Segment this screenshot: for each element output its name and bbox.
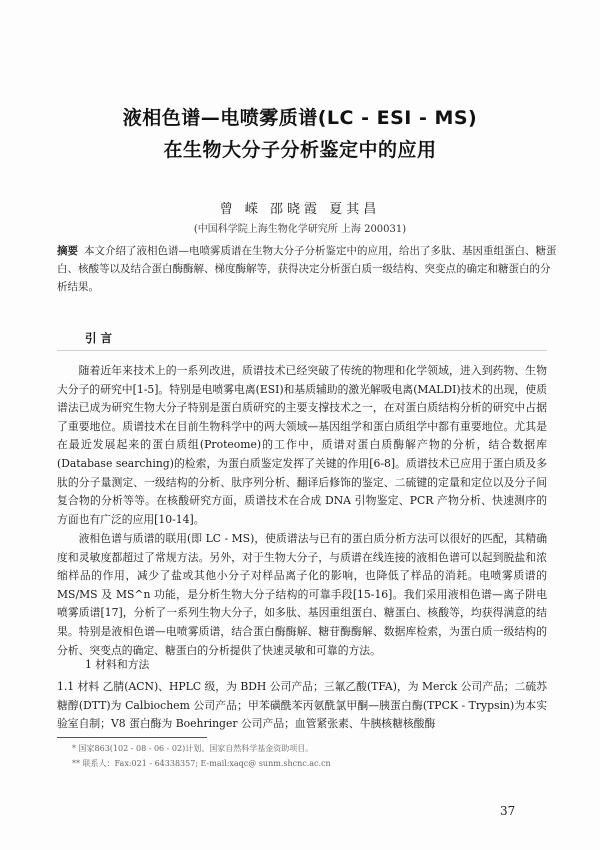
abstract <box>57 242 557 296</box>
section-heading-materials-methods: 1 材料和方法 <box>85 658 150 671</box>
body-paragraph-2: 液相色谱与质谱的联用(即 LC - MS)，使质谱法与已有的蛋白质分析方法可以很好的匹配，其精确度和灵敏度都超过了常规方法。另外，对于生物大分子，与质谱在线连接的液相色谱可以起到脱盐和浓缩样品的作用，减少了盐或其他小分子对样品离子化的影响，也降低了样品的消耗。电喷雾质谱的 MS/MS 及 MS^n 功能，是分析生物大分子结构的可靠手段[15-16]。我们采用液相色谱—离子阱电喷雾质谱[17]，分析了一系列生物大分子，如多肽、基因重组蛋白、糖蛋白、核酸等，均获得满意的结果。特别是液相色谱—电喷雾质谱，结合蛋白酶酶解、糖苷酶酶解、数据库检索，为蛋白质一级结构的分析、突变点的确定、糖蛋白的分析提供了快速灵敏和可靠的方法。 <box>57 532 547 657</box>
affiliation: (中国科学院上海生物化学研究所 上海 200031) <box>193 224 407 235</box>
author-list: 曾 嵘 邵晓霞 夏其昌 <box>219 202 381 217</box>
body-paragraph-materials: 1.1 材料 乙腈(ACN)、HPLC 级，为 BDH 公司产品；三氟乙酸(TFA)，为 Merck 公司产品；二硫苏糖醇(DTT)为 Calbiochem 公司产品；甲苯磺酰苯丙氨酰氯甲酮—胰蛋白酶(TPCK - Trypsin)为本实验室自制；V8 蛋白酶为 Boehringer 公司产品；血管紧张素、牛胰核糖核酸酶 <box>57 680 547 731</box>
paper-title-line1: 液相色谱—电喷雾质谱(LC - ESI - MS) <box>122 107 478 129</box>
footnote-funding: * 国家863(102 - 08 - 06 - 02)计划、国家自然科学基金资助项目。 <box>72 744 314 753</box>
abstract-label: 摘要 <box>57 245 78 257</box>
section-divider <box>57 350 547 351</box>
abstract-text: 本文介绍了液相色谱—电喷雾质谱在生物大分子分析鉴定中的应用，给出了多肽、基因重组蛋白、糖蛋白、核酸等以及结合蛋白酶酶解、梯度酶解等，获得决定分析蛋白质一级结构、突变点的确定和糖蛋白的分析结果。 <box>57 245 557 293</box>
section-heading-introduction: 引 言 <box>85 331 113 345</box>
footnote-contact: ** 联系人：Fax:021 - 64338357; E-mail:xaqc@ sunm.shcnc.ac.cn <box>72 759 331 768</box>
paper-title-line2: 在生物大分子分析鉴定中的应用 <box>163 139 437 161</box>
footnote-divider <box>57 737 207 738</box>
page-number: 37 <box>500 804 516 818</box>
body-paragraph-1: 随着近年来技术上的一系列改进，质谱技术已经突破了传统的物理和化学领域，进入到药物、生物大分子的研究中[1-5]。特别是电喷雾电离(ESI)和基质辅助的激光解吸电离(MALDI)技术的出现，使质谱法已成为研究生物大分子特别是蛋白质研究的主要支撑技术之一，在对蛋白质结构分析的研究中占据了重要地位。质谱技术在目前生物科学中的两大领域—基因组学和蛋白质组学中都有重要地位。尤其是在最近发展起来的蛋白质组(Proteome)的工作中，质谱对蛋白质酶解产物的分析，结合数据库(Database searching)的检索，为蛋白质鉴定发挥了关键的作用[6-8]。质谱技术已应用于蛋白质及多肽的分子量测定、一级结构的分析、肽序列分析、翻译后修饰的鉴定、二硫键的定量和定位以及分子间复合物的分析等等。在核酸研究方面，质谱技术在合成 DNA 引物鉴定、PCR 产物分析、快速测序的方面也有广泛的应用[10-14]。 <box>57 364 547 526</box>
